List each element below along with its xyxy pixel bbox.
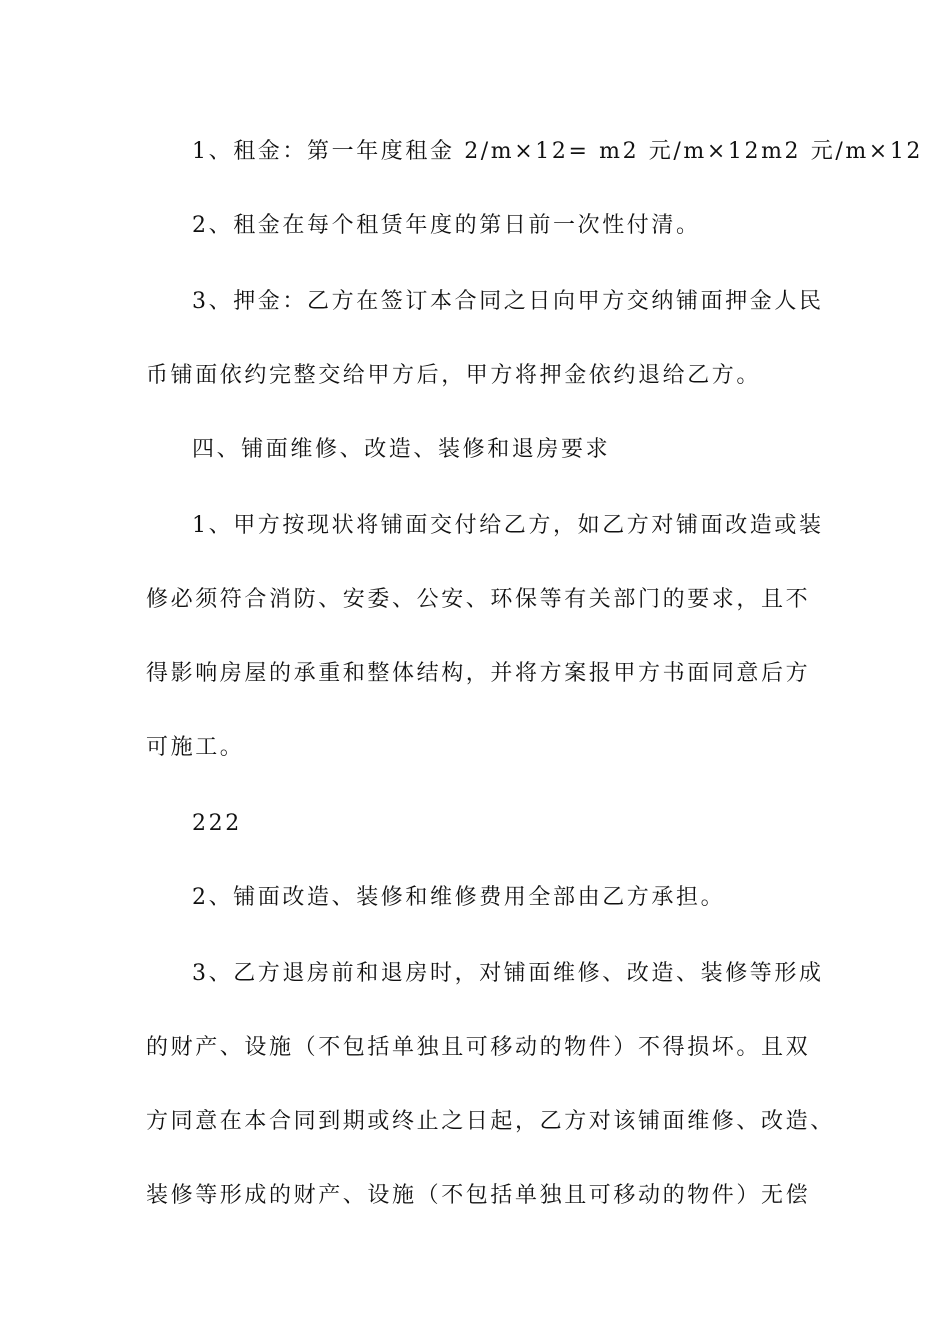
- clause-deposit-cont: 币铺面依约完整交给甲方后，甲方将押金依约退给乙方。: [146, 363, 762, 388]
- clause-renovation-cont-1: 修必须符合消防、安委、公安、环保等有关部门的要求，且不: [146, 587, 811, 612]
- clause-renovation-cont-3: 可施工。: [146, 735, 245, 760]
- clause-renovation: 1、甲方按现状将铺面交付给乙方，如乙方对铺面改造或装: [192, 513, 824, 538]
- page-number: 222: [192, 811, 242, 836]
- clause-rent-amount: 1、租金：第一年度租金 2/m×12= m2 元/m×12m2 元/m×12: [192, 139, 924, 164]
- section-heading-repair: 四、铺面维修、改造、装修和退房要求: [192, 437, 611, 462]
- clause-move-out-cont-2: 方同意在本合同到期或终止之日起，乙方对该铺面维修、改造、: [146, 1109, 835, 1134]
- clause-renovation-cost: 2、铺面改造、装修和维修费用全部由乙方承担。: [192, 885, 726, 910]
- clause-deposit: 3、押金：乙方在签订本合同之日向甲方交纳铺面押金人民: [192, 289, 824, 314]
- clause-renovation-cont-2: 得影响房屋的承重和整体结构，并将方案报甲方书面同意后方: [146, 661, 811, 686]
- clause-move-out: 3、乙方退房前和退房时，对铺面维修、改造、装修等形成: [192, 961, 824, 986]
- clause-move-out-cont-3: 装修等形成的财产、设施（不包括单独且可移动的物件）无偿: [146, 1183, 811, 1208]
- clause-move-out-cont-1: 的财产、设施（不包括单独且可移动的物件）不得损坏。且双: [146, 1035, 811, 1060]
- clause-rent-payment: 2、租金在每个租赁年度的第日前一次性付清。: [192, 213, 701, 238]
